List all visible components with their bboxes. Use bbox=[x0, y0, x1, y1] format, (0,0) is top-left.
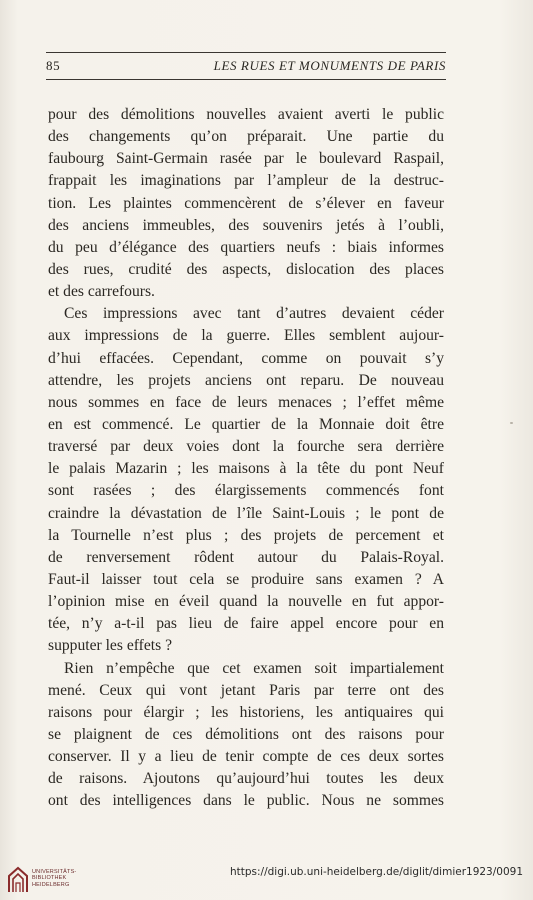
running-title: LES RUES ET MONUMENTS DE PARIS bbox=[213, 58, 446, 73]
header-bottom-rule bbox=[46, 79, 446, 80]
text-line: aux impressions de la guerre. Elles semblent aujour- bbox=[48, 327, 444, 345]
text-line: tée, n’y a-t-il pas lieu de faire appel encore pour en bbox=[48, 615, 444, 633]
library-name-line: UNIVERSITÄTS- bbox=[32, 869, 77, 875]
text-line: Ces impressions avec tant d’autres devaient céder bbox=[64, 305, 444, 323]
text-line: d’hui effacées. Cependant, comme on pouvait s’y bbox=[48, 349, 444, 367]
text-line: du peu d’élégance des quartiers neufs : biais informes bbox=[48, 238, 444, 256]
text-line: se plaignent de ces démolitions ont des raisons pour bbox=[48, 725, 444, 743]
text-line: frappait les imaginations par l’ampleur de la destruc- bbox=[48, 172, 444, 190]
text-line: supputer les effets ? bbox=[48, 637, 172, 655]
text-line: le palais Mazarin ; les maisons à la tête du pont Neuf bbox=[48, 460, 444, 478]
text-line: mené. Ceux qui vont jetant Paris par terre ont des bbox=[48, 681, 444, 699]
paper-speck bbox=[510, 422, 513, 424]
text-line: de renversement rôdent autour du Palais-Royal. bbox=[48, 548, 444, 566]
running-header bbox=[46, 58, 446, 76]
text-line: craindre la dévastation de l’île Saint-Louis ; le pont de bbox=[48, 504, 444, 522]
text-line: traversé par deux voies dont la fourche sera derrière bbox=[48, 438, 444, 456]
text-line: Rien n’empêche que cet examen soit impartialement bbox=[64, 659, 444, 677]
page-number: 85 bbox=[46, 58, 61, 73]
text-line: nous sommes en face de leurs menaces ; l’effet même bbox=[48, 393, 444, 411]
source-url[interactable]: https://digi.ub.uni-heidelberg.de/diglit/dimier1923/0091 bbox=[229, 866, 523, 878]
text-line: faubourg Saint-Germain rasée par le boulevard Raspail, bbox=[48, 150, 444, 168]
library-name-line: HEIDELBERG bbox=[32, 881, 70, 888]
library-name-line: BIBLIOTHEK bbox=[32, 875, 67, 882]
text-line: tion. Les plaintes commencèrent de s’élever en faveur bbox=[48, 194, 444, 212]
text-line: l’opinion mise en éveil quand la nouvelle en fut appor- bbox=[48, 593, 444, 611]
text-line: des rues, crudité des aspects, dislocation des places bbox=[48, 260, 444, 278]
body-text bbox=[48, 104, 444, 813]
text-line: la Tournelle n’est plus ; des projets de percement et bbox=[48, 526, 444, 544]
text-line: attendre, les projets anciens ont reparu. De nouveau bbox=[48, 371, 444, 389]
text-line: sont rasées ; des élargissements commencés font bbox=[48, 482, 444, 500]
library-name bbox=[32, 869, 76, 888]
text-line: des changements qu’on préparait. Une partie du bbox=[48, 128, 444, 146]
text-line: conserver. Il y a lieu de tenir compte de ces deux sortes bbox=[48, 748, 444, 766]
text-line: des anciens immeubles, des souvenirs jetés à l’oubli, bbox=[48, 216, 444, 234]
text-line: et des carrefours. bbox=[48, 283, 155, 301]
text-line: Faut-il laisser tout cela se produire sans examen ? A bbox=[48, 570, 444, 588]
text-line: ont des intelligences dans le public. Nous ne sommes bbox=[48, 792, 444, 810]
text-line: raisons pour élargir ; les historiens, les antiquaires qui bbox=[48, 703, 444, 721]
university-library-logo-icon bbox=[6, 866, 30, 894]
text-line: en est commencé. Le quartier de la Monnaie doit être bbox=[48, 415, 444, 433]
text-line: de raisons. Ajoutons qu’aujourd’hui toutes les deux bbox=[48, 770, 444, 788]
text-line: pour des démolitions nouvelles avaient averti le public bbox=[48, 106, 444, 123]
header-top-rule bbox=[46, 52, 446, 53]
